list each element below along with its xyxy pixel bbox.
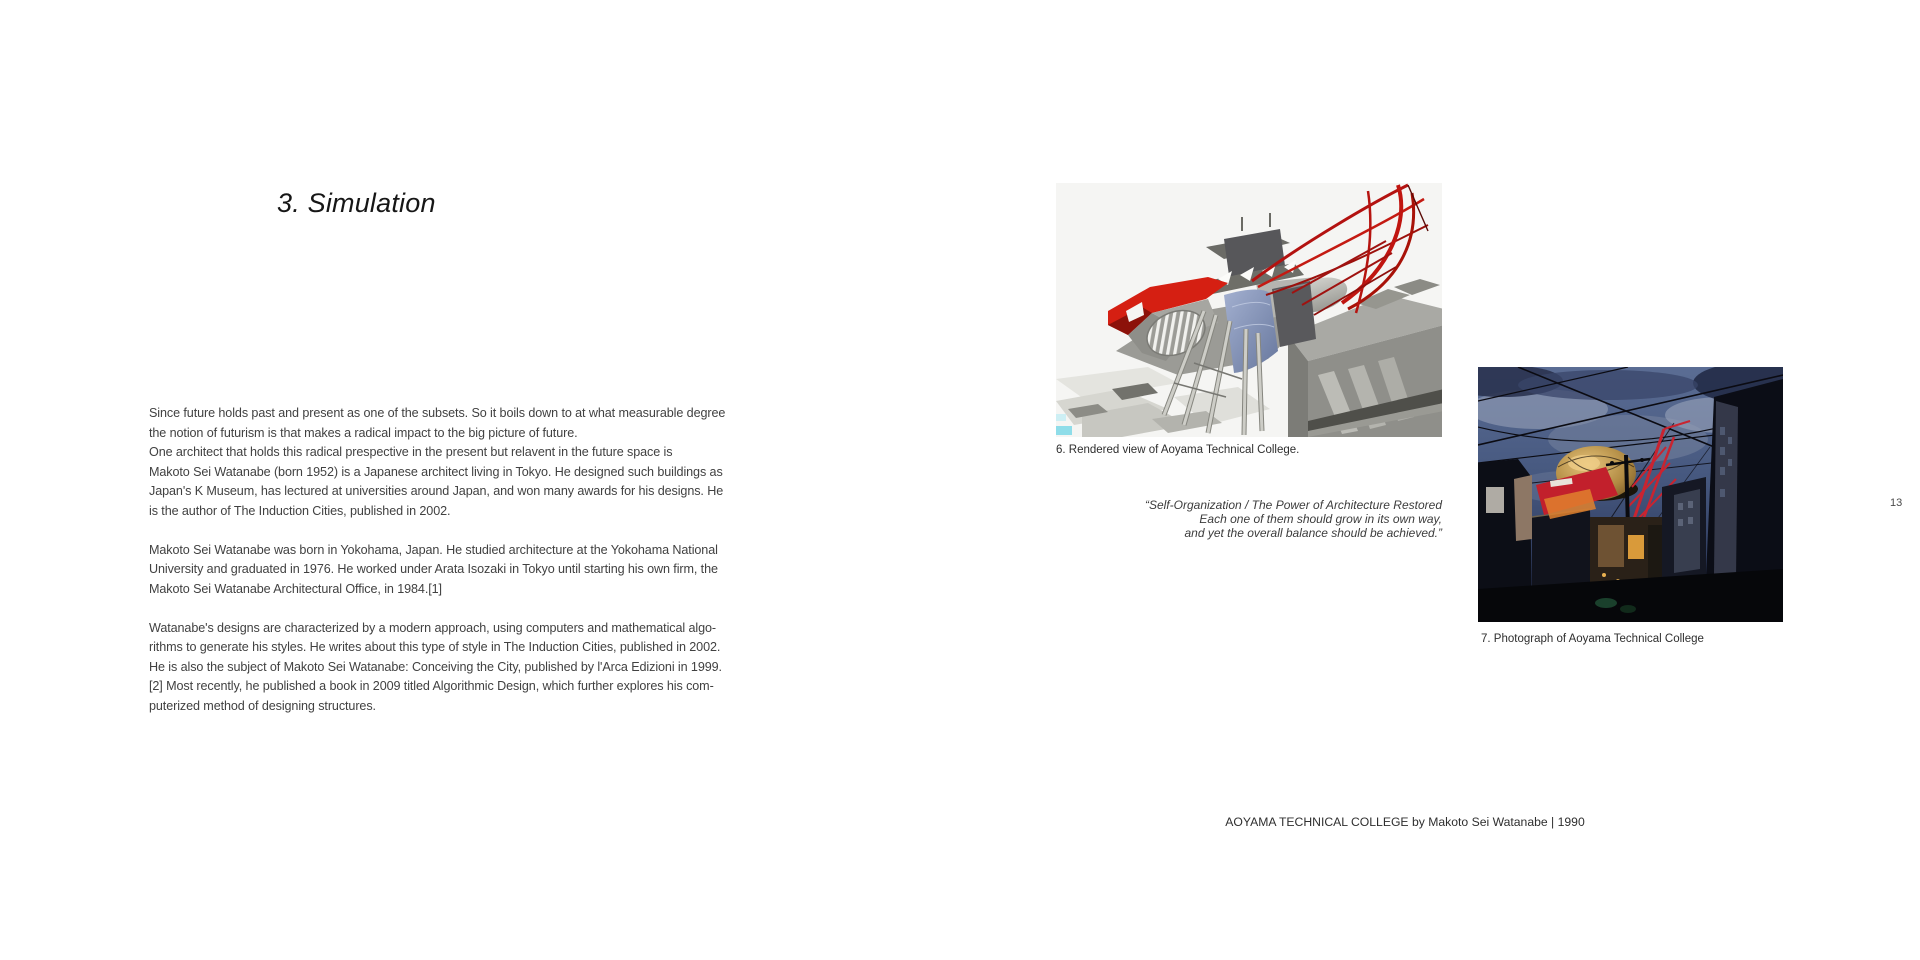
text-line: Makoto Sei Watanabe was born in Yokohama, Japan. He studied architecture at the Yokohama National — [149, 542, 718, 557]
render-image — [1056, 183, 1442, 437]
text-line: Makoto Sei Watanabe Architectural Office, in 1984.[1] — [149, 581, 442, 596]
body-text — [149, 404, 725, 716]
render-illustration — [1056, 183, 1442, 437]
text-line: Makoto Sei Watanabe (born 1952) is a Japanese architect living in Tokyo. He designed such buildings as — [149, 464, 723, 479]
text-line: Each one of them should grow in its own way, — [1199, 511, 1442, 526]
text-line: One architect that holds this radical prespective in the present but relavent in the future space is — [149, 445, 673, 459]
text-line: the notion of futurism is that makes a radical impact to the big picture of future. — [149, 425, 578, 440]
page-number: 13 — [1890, 497, 1903, 509]
text-line: rithms to generate his styles. He writes about this type of style in The Induction Cities, published in 2002. — [149, 640, 721, 654]
text-line: and yet the overall balance should be achieved.” — [1184, 525, 1442, 540]
text-line: is the author of The Induction Cities, published in 2002. — [149, 503, 451, 518]
render-caption: 6. Rendered view of Aoyama Technical College. — [1056, 444, 1300, 456]
text-line: Watanabe's designs are characterized by a modern approach, using computers and mathematical algo- — [149, 620, 716, 635]
photo-illustration — [1478, 367, 1783, 622]
paragraph-biography — [149, 541, 725, 600]
project-caption: AOYAMA TECHNICAL COLLEGE by Makoto Sei Watanabe | 1990 — [1225, 815, 1585, 829]
text-line: puterized method of designing structures. — [149, 698, 376, 713]
page-title: 3. Simulation — [277, 188, 436, 218]
photo-caption: 7. Photograph of Aoyama Technical College — [1481, 633, 1704, 645]
paragraph-intro — [149, 404, 725, 521]
text-line: [2] Most recently, he published a book in 2009 titled Algorithmic Design, which further explores his com- — [149, 679, 714, 693]
quote-block — [1145, 499, 1442, 540]
text-line: “Self-Organization / The Power of Architecture Restored — [1144, 498, 1442, 512]
text-line: Since future holds past and present as one of the subsets. So it boils down to at what measurable degree — [149, 406, 726, 420]
text-line: Japan's K Museum, has lectured at universities around Japan, and won many awards for his designs. He — [149, 484, 724, 498]
text-line: He is also the subject of Makoto Sei Watanabe: Conceiving the City, published by l'Arca Edizioni in 1999. — [149, 659, 722, 674]
paragraph-designs — [149, 619, 725, 717]
photo-image — [1478, 367, 1783, 622]
text-line: University and graduated in 1976. He worked under Arata Isozaki in Tokyo until starting his own firm, the — [149, 562, 718, 576]
